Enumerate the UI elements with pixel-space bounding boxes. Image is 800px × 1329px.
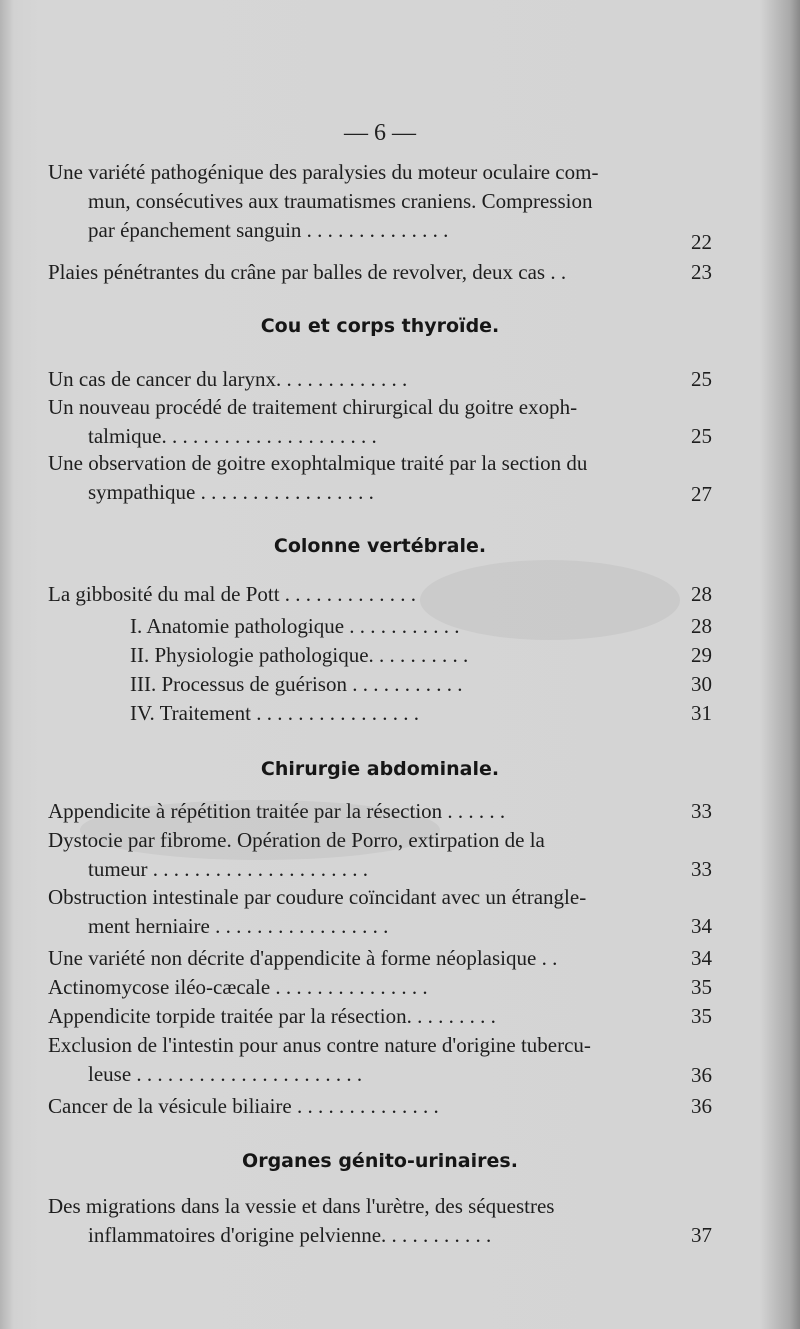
toc-entry (48, 944, 668, 973)
section-heading: Colonne vertébrale. (273, 535, 487, 557)
toc-entry-line: Dystocie par fibrome. Opération de Porro, extirpation de la (48, 828, 545, 852)
toc-entry (48, 826, 668, 884)
toc-entry-line: Appendicite à répétition traitée par la résection . . . . . . (48, 799, 506, 823)
toc-entry (48, 1031, 668, 1089)
toc-entry-line: tumeur . . . . . . . . . . . . . . . . . . . . . (88, 857, 368, 881)
toc-entry (48, 1192, 668, 1250)
toc-entry-line: Exclusion de l'intestin pour anus contre nature d'origine tubercu- (48, 1033, 591, 1057)
toc-page-number: 36 (691, 1094, 712, 1118)
toc-entry (48, 393, 668, 451)
toc-page-number: 34 (691, 914, 712, 938)
toc-entry-line: par épanchement sanguin . . . . . . . . . . . . . . (88, 218, 449, 242)
toc-entry (48, 641, 668, 670)
toc-entry (48, 612, 668, 641)
toc-entry (48, 580, 668, 609)
toc-entry-line: inflammatoires d'origine pelvienne. . . . . . . . . . . (88, 1223, 492, 1247)
toc-entry-line: III. Processus de guérison . . . . . . . . . . . (130, 672, 463, 696)
toc-entry (48, 365, 668, 394)
toc-page-number: 34 (691, 946, 712, 970)
toc-entry-line: Appendicite torpide traitée par la résection. . . . . . . . . (48, 1004, 496, 1028)
toc-entry-line: La gibbosité du mal de Pott . . . . . . . . . . . . . (48, 582, 417, 606)
toc-page-number: 23 (691, 260, 712, 284)
toc-page-number: 29 (691, 643, 712, 667)
section-heading: Chirurgie abdominale. (260, 758, 500, 780)
toc-page-number: 22 (691, 230, 712, 254)
toc-entry-line: Une variété pathogénique des paralysies du moteur oculaire com- (48, 160, 599, 184)
toc-entry (48, 1092, 668, 1121)
section-heading: Cou et corps thyroïde. (260, 315, 500, 337)
toc-page-number: 25 (691, 367, 712, 391)
toc-entry (48, 797, 668, 826)
toc-entry-line: Une observation de goitre exophtalmique traité par la section du (48, 451, 588, 475)
toc-entry (48, 158, 668, 245)
toc-entry-line: Plaies pénétrantes du crâne par balles de revolver, deux cas . . (48, 260, 567, 284)
toc-entry-line: mun, consécutives aux traumatismes craniens. Compression (88, 189, 593, 213)
toc-entry (48, 670, 668, 699)
toc-entry-line: II. Physiologie pathologique. . . . . . . . . . (130, 643, 469, 667)
toc-entry-line: Un nouveau procédé de traitement chirurgical du goitre exoph- (48, 395, 578, 419)
toc-page-number: 28 (691, 614, 712, 638)
toc-page-number: 27 (691, 482, 712, 506)
section-heading: Organes génito-urinaires. (242, 1150, 518, 1172)
page-number-header: — 6 — (344, 120, 416, 146)
toc-page-number: 36 (691, 1063, 712, 1087)
toc-entry-line: Actinomycose iléo-cæcale . . . . . . . . . . . . . . . (48, 975, 428, 999)
toc-entry (48, 699, 668, 728)
toc-entry-line: leuse . . . . . . . . . . . . . . . . . . . . . . (88, 1062, 363, 1086)
toc-entry-line: Obstruction intestinale par coudure coïncidant avec un étrangle- (48, 885, 587, 909)
toc-entry-line: I. Anatomie pathologique . . . . . . . . . . . (130, 614, 460, 638)
toc-page-number: 28 (691, 582, 712, 606)
toc-entry-line: Cancer de la vésicule biliaire . . . . . . . . . . . . . . (48, 1094, 439, 1118)
toc-entry (48, 258, 668, 287)
toc-entry (48, 973, 668, 1002)
toc-entry-line: Un cas de cancer du larynx. . . . . . . . . . . . . (48, 367, 408, 391)
toc-entry-line: sympathique . . . . . . . . . . . . . . . . . (88, 480, 374, 504)
toc-page-number: 35 (691, 975, 712, 999)
toc-page-number: 30 (691, 672, 712, 696)
toc-page-number: 37 (691, 1223, 712, 1247)
toc-entry-line: Des migrations dans la vessie et dans l'urètre, des séquestres (48, 1194, 555, 1218)
toc-entry (48, 1002, 668, 1031)
toc-entry-line: Une variété non décrite d'appendicite à forme néoplasique . . (48, 946, 558, 970)
toc-page-number: 33 (691, 857, 712, 881)
toc-entry (48, 449, 668, 507)
toc-entry-line: talmique. . . . . . . . . . . . . . . . . . . . . (88, 424, 377, 448)
toc-page-number: 31 (691, 701, 712, 725)
toc-page-number: 25 (691, 424, 712, 448)
toc-page-number: 33 (691, 799, 712, 823)
toc-page-number: 35 (691, 1004, 712, 1028)
toc-entry (48, 883, 668, 941)
toc-entry-line: ment herniaire . . . . . . . . . . . . . . . . . (88, 914, 389, 938)
toc-entry-line: IV. Traitement . . . . . . . . . . . . . . . . (130, 701, 419, 725)
